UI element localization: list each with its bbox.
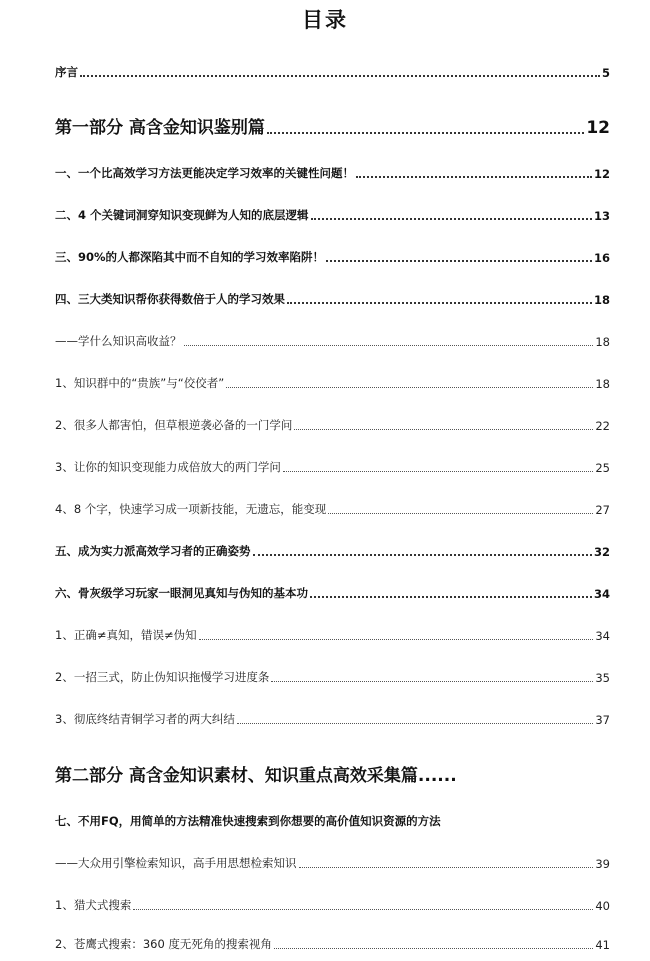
dot-leader bbox=[294, 429, 593, 430]
toc-label: 五、成为实力派高效学习者的正确姿势 bbox=[55, 544, 251, 558]
toc-label: 1、猎犬式搜索 bbox=[55, 898, 132, 912]
toc-page-number: 39 bbox=[595, 857, 610, 871]
toc-label: ——大众用引擎检索知识，高手用思想检索知识 bbox=[55, 856, 297, 870]
toc-page-number: 35 bbox=[595, 671, 610, 685]
toc-entry-section-4[interactable] bbox=[55, 291, 610, 307]
toc-entry-section-2[interactable] bbox=[55, 207, 610, 223]
toc-page-number: 13 bbox=[593, 209, 610, 223]
toc-page-number: 40 bbox=[595, 899, 610, 913]
toc-entry-subsection[interactable] bbox=[55, 711, 610, 727]
toc-page-number: 34 bbox=[595, 629, 610, 643]
toc-label: 六、骨灰级学习玩家一眼洞见真知与伪知的基本功 bbox=[55, 586, 308, 600]
dot-leader bbox=[80, 75, 600, 77]
toc-page-number: 25 bbox=[595, 461, 610, 475]
dot-leader bbox=[328, 513, 593, 514]
toc-label: 1、知识群中的“贵族”与“佼佼者” bbox=[55, 376, 225, 390]
dot-leader bbox=[184, 345, 594, 346]
dot-leader bbox=[287, 302, 592, 304]
toc-label: 3、彻底终结青铜学习者的两大纠结 bbox=[55, 712, 235, 726]
toc-entry-subsection[interactable] bbox=[55, 375, 610, 391]
toc-label: 四、三大类知识帮你获得数倍于人的学习效果 bbox=[55, 292, 285, 306]
toc-entry-subsection[interactable] bbox=[55, 897, 610, 913]
dot-leader bbox=[271, 681, 593, 682]
toc-entry-section-1[interactable] bbox=[55, 165, 610, 181]
toc-page-number: 18 bbox=[595, 335, 610, 349]
toc-page-number: 12 bbox=[593, 167, 610, 181]
toc-entry-part-1[interactable] bbox=[55, 113, 610, 138]
dot-leader bbox=[311, 218, 592, 220]
toc-entry-subtitle[interactable] bbox=[55, 855, 610, 871]
dot-leader bbox=[283, 471, 594, 472]
toc-entry-subsection[interactable] bbox=[55, 417, 610, 433]
toc-entry-subsection[interactable] bbox=[55, 669, 610, 685]
toc-page-number: 34 bbox=[593, 587, 610, 601]
toc-entry-subsection[interactable] bbox=[55, 459, 610, 475]
toc-entry-part-2[interactable]: 第二部分 高含金知识素材、知识重点高效采集篇...... bbox=[55, 766, 457, 786]
toc-label: ——学什么知识高收益？ bbox=[55, 334, 182, 348]
toc-entry-subtitle[interactable] bbox=[55, 333, 610, 349]
toc-label: 2、一招三式，防止伪知识拖慢学习进度条 bbox=[55, 670, 270, 684]
dot-leader bbox=[310, 596, 592, 598]
dot-leader bbox=[226, 387, 593, 388]
toc-label: 2、很多人都害怕，但草根逆袭必备的一门学问 bbox=[55, 418, 293, 432]
toc-entry-subsection[interactable] bbox=[55, 936, 610, 952]
toc-page-number: 18 bbox=[593, 293, 610, 307]
dot-leader bbox=[267, 132, 584, 134]
toc-entry-subsection[interactable] bbox=[55, 627, 610, 643]
toc-label: 三、90%的人都深陷其中而不自知的学习效率陷阱！ bbox=[55, 250, 325, 264]
toc-label: 第一部分 高含金知识鉴别篇 bbox=[55, 118, 265, 138]
dot-leader bbox=[299, 867, 594, 868]
toc-entry-section-6[interactable] bbox=[55, 585, 610, 601]
dot-leader bbox=[199, 639, 594, 640]
toc-page-number: 27 bbox=[595, 503, 610, 517]
toc-entry-section-3[interactable] bbox=[55, 249, 610, 265]
toc-entry-section-7[interactable]: 七、不用FQ，用简单的方法精准快速搜索到你想要的高价值知识资源的方法 bbox=[55, 814, 441, 828]
dot-leader bbox=[133, 909, 593, 910]
toc-page-number: 16 bbox=[593, 251, 610, 265]
toc-page-number: 22 bbox=[595, 419, 610, 433]
dot-leader bbox=[253, 554, 592, 556]
toc-page-number: 41 bbox=[595, 938, 610, 952]
toc-label: 1、正确≠真知，错误≠伪知 bbox=[55, 628, 197, 642]
dot-leader bbox=[326, 260, 592, 262]
toc-page-number: 32 bbox=[593, 545, 610, 559]
toc-page-number: 5 bbox=[601, 66, 610, 80]
toc-label: 一、一个比高效学习方法更能决定学习效率的关键性问题！ bbox=[55, 166, 354, 180]
toc-page-number: 37 bbox=[595, 713, 610, 727]
toc-page-number: 18 bbox=[595, 377, 610, 391]
toc-entry-preface[interactable] bbox=[55, 64, 610, 80]
toc-label: 序言 bbox=[55, 65, 78, 79]
dot-leader bbox=[356, 176, 592, 178]
dot-leader bbox=[237, 723, 594, 724]
page-title: 目录 bbox=[302, 8, 348, 32]
toc-label: 4、8 个字，快速学习成一项新技能，无遗忘，能变现 bbox=[55, 502, 327, 516]
toc-label: 二、4 个关键词洞穿知识变现鲜为人知的底层逻辑 bbox=[55, 208, 309, 222]
toc-label: 3、让你的知识变现能力成倍放大的两门学问 bbox=[55, 460, 281, 474]
toc-page-number: 12 bbox=[586, 118, 610, 138]
toc-label: 2、苍鹰式搜索：360 度无死角的搜索视角 bbox=[55, 937, 272, 951]
toc-entry-section-5[interactable] bbox=[55, 543, 610, 559]
dot-leader bbox=[274, 948, 593, 949]
toc-entry-subsection[interactable] bbox=[55, 501, 610, 517]
